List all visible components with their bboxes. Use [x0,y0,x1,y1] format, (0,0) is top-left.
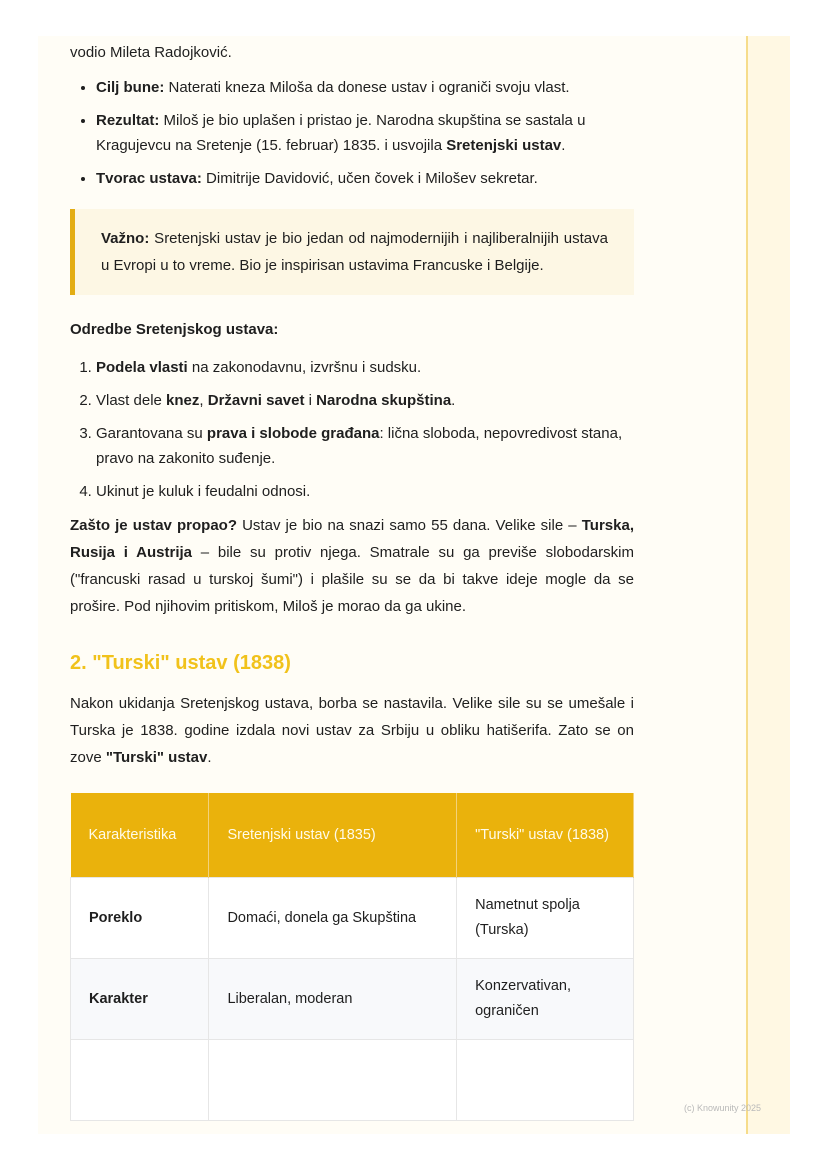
table-row [71,1040,634,1121]
list-item [96,166,634,191]
why-constitution-fell-paragraph [70,512,634,620]
provision-text: Ukinut je kuluk i feudalni odnosi. [96,483,311,500]
note-text: Sretenjski ustav je bio jedan od najmodernijih i najliberalnijih ustava u Evropi u to vreme. Bio je inspirisan ustavima Francuske i Belgije. [101,230,608,274]
list-item [96,388,634,413]
provision-text: i [304,392,317,409]
comparison-table [70,793,634,1121]
column-header: Sretenjski ustav (1835) [209,793,457,878]
list-item [96,75,634,100]
provision-emphasis: prava i slobode građana [206,425,380,442]
paragraph-text: – bile su protiv njega. Smatrale su ga previše slobodarskim ("francuski rasad u turskoj šumi") i plašile su se da bi takve ideje mogle da se prošire. Pod njihovim pritiskom, Miloš je morao da ga ukine. [70,544,635,615]
list-item [96,479,634,504]
column-header: Karakteristika [71,793,209,878]
paragraph-text: Nakon ukidanja Sretenjskog ustava, borba se nastavila. Velike sile su se umešale i Turska je 1838. godine izdala novi ustav za Srbiju u obliku hatišerifa. Zato se on zove [70,695,634,766]
bullet-label: Rezultat: [96,112,160,129]
list-item [96,421,634,471]
table-cell: Karakter [71,959,209,1040]
section-heading: 2. "Turski" ustav (1838) [70,652,291,674]
bullet-tail: . [561,137,566,154]
table-row [71,959,634,1040]
provisions-heading-text: Odredbe Sretenjskog ustava: [70,321,279,338]
provision-emphasis: Narodna skupština [316,392,452,409]
paragraph-text: Ustav je bio na snazi samo 55 dana. Velike sile – [237,517,582,534]
list-item [96,355,634,380]
table-cell: Liberalan, moderan [209,959,457,1040]
provision-emphasis: knez [166,392,200,409]
question-label: Zašto je ustav propao? [70,517,237,534]
margin-band [748,36,790,1134]
table-cell: Domaći, donela ga Skupština [209,878,457,959]
intro-text: vodio Mileta Radojković. [70,44,232,61]
provision-text: , [199,392,208,409]
provision-emphasis: Državni savet [207,392,305,409]
column-header: "Turski" ustav (1838) [457,793,634,878]
provision-text: na zakonodavnu, izvršnu i sudsku. [187,359,422,376]
provision-text: : lična sloboda, nepovredivost stana, pravo na zakonito suđenje. [96,425,623,467]
provision-text: Garantovana su [96,425,207,442]
paragraph-text: . [207,749,212,766]
bullet-label: Tvorac ustava: [96,170,202,187]
table-cell [71,1040,209,1121]
table-row [71,878,634,959]
provision-text: . [451,392,456,409]
table-cell [457,1040,634,1121]
turkish-constitution-paragraph [70,690,634,771]
provisions-list [70,355,634,504]
bullet-text: Naterati kneza Miloša da donese ustav i ograniči svoju vlast. [164,79,570,96]
uprising-facts-list [70,75,634,191]
provisions-heading [70,317,634,342]
note-label: Važno: [101,230,150,247]
table-cell [209,1040,457,1121]
provision-text: Vlast dele [96,392,167,409]
table-header-row [71,793,634,878]
copyright-footer: (c) Knowunity 2025 [684,1103,762,1113]
table-cell: Nametnut spolja (Turska) [457,878,634,959]
paragraph-emphasis: "Turski" ustav [105,749,208,766]
bullet-text: Dimitrije Davidović, učen čovek i Milošev sekretar. [201,170,538,187]
bullet-emphasis: Sretenjski ustav [446,137,562,154]
great-powers-emphasis: Turska, Rusija i Austrija [70,517,634,561]
table-cell: Poreklo [71,878,209,959]
table-cell: Konzervativan, ograničen [457,959,634,1040]
document-body [70,40,634,1121]
list-item [96,108,634,158]
bullet-label: Cilj bune: [96,79,165,96]
bullet-text: Miloš je bio uplašen i pristao je. Narodna skupština se sastala u Kragujevcu na Sretenje (15. februar) 1835. i usvojila [96,112,586,154]
provision-emphasis: Podela vlasti [96,359,188,376]
important-note-callout [70,209,634,295]
